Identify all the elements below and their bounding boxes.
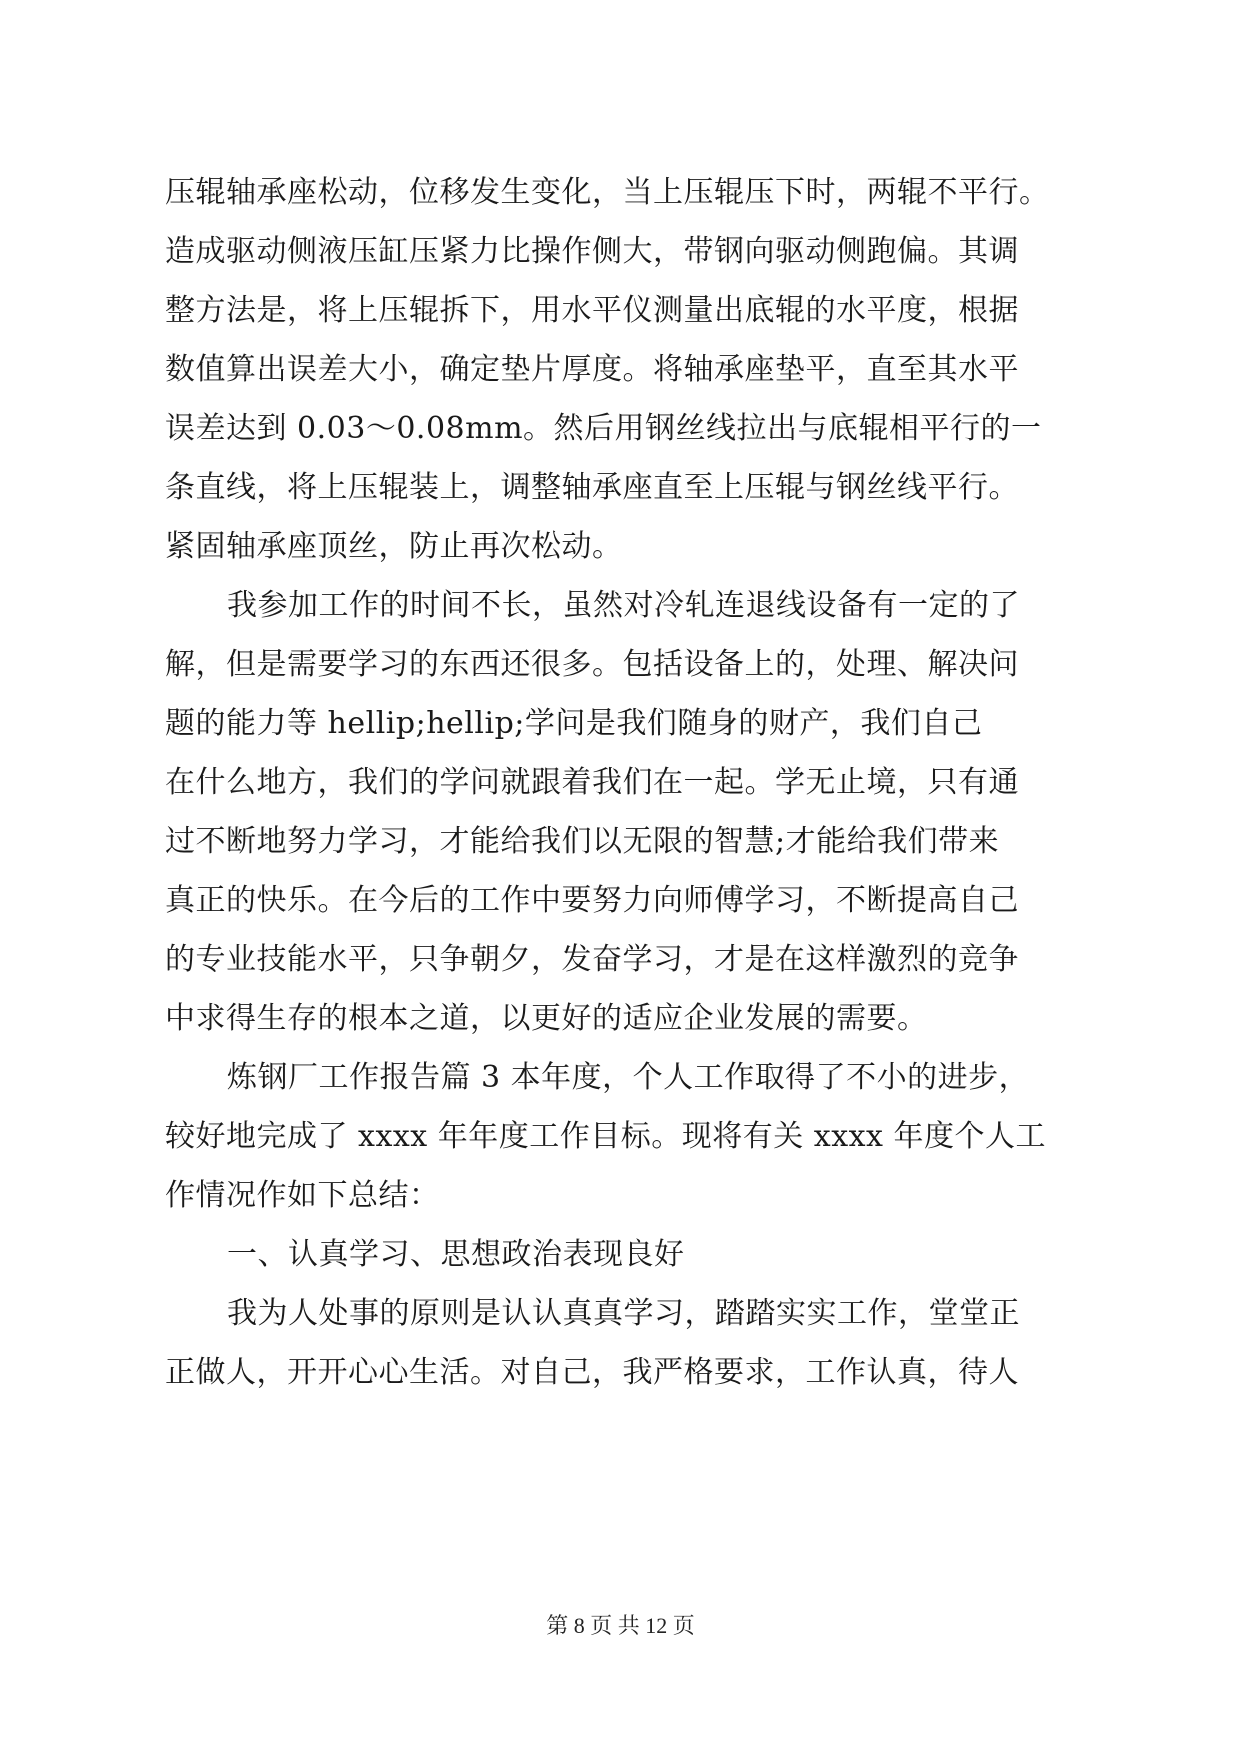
paragraph-start-line: 炼钢厂工作报告篇 3 本年度，个人工作取得了不小的进步， [227,1060,1030,1095]
text-line: 造成驱动侧液压缸压紧力比操作侧大，带钢向驱动侧跑偏。其调 [165,234,1019,269]
text-line: 题的能力等 hellip;hellip;学问是我们随身的财产，我们自己 [165,706,983,741]
text-line: 紧固轴承座顶丝，防止再次松动。 [165,529,623,564]
text-line: 整方法是，将上压辊拆下，用水平仪测量出底辊的水平度，根据 [165,293,1019,328]
text-line: 正做人，开开心心生活。对自己，我严格要求，工作认真，待人 [165,1355,1019,1390]
text-line: 条直线，将上压辊装上，调整轴承座直至上压辊与钢丝线平行。 [165,470,1019,505]
text-line: 压辊轴承座松动，位移发生变化，当上压辊压下时，两辊不平行。 [165,175,1050,210]
section-heading: 一、认真学习、思想政治表现良好 [227,1237,685,1272]
text-line: 误差达到 0.03～0.08mm。然后用钢丝线拉出与底辊相平行的一 [165,411,1042,446]
paragraph-start-line: 我为人处事的原则是认认真真学习，踏踏实实工作，堂堂正 [227,1296,1020,1331]
text-line: 作情况作如下总结： [165,1178,440,1213]
text-line: 解，但是需要学习的东西还很多。包括设备上的，处理、解决问 [165,647,1019,682]
text-line: 中求得生存的根本之道，以更好的适应企业发展的需要。 [165,1001,928,1036]
paragraph-start-line: 我参加工作的时间不长，虽然对冷轧连退线设备有一定的了 [227,588,1020,623]
page-number-footer: 第 8 页 共 12 页 [546,1613,695,1638]
text-line: 的专业技能水平，只争朝夕，发奋学习，才是在这样激烈的竞争 [165,942,1019,977]
text-line: 数值算出误差大小，确定垫片厚度。将轴承座垫平，直至其水平 [165,352,1019,387]
text-line: 较好地完成了 xxxx 年年度工作目标。现将有关 xxxx 年度个人工 [165,1119,1046,1154]
text-line: 过不断地努力学习，才能给我们以无限的智慧;才能给我们带来 [165,824,1000,859]
body-text [165,163,1085,1402]
text-line: 在什么地方，我们的学问就跟着我们在一起。学无止境，只有通 [165,765,1019,800]
text-line: 真正的快乐。在今后的工作中要努力向师傅学习，不断提高自己 [165,883,1019,918]
